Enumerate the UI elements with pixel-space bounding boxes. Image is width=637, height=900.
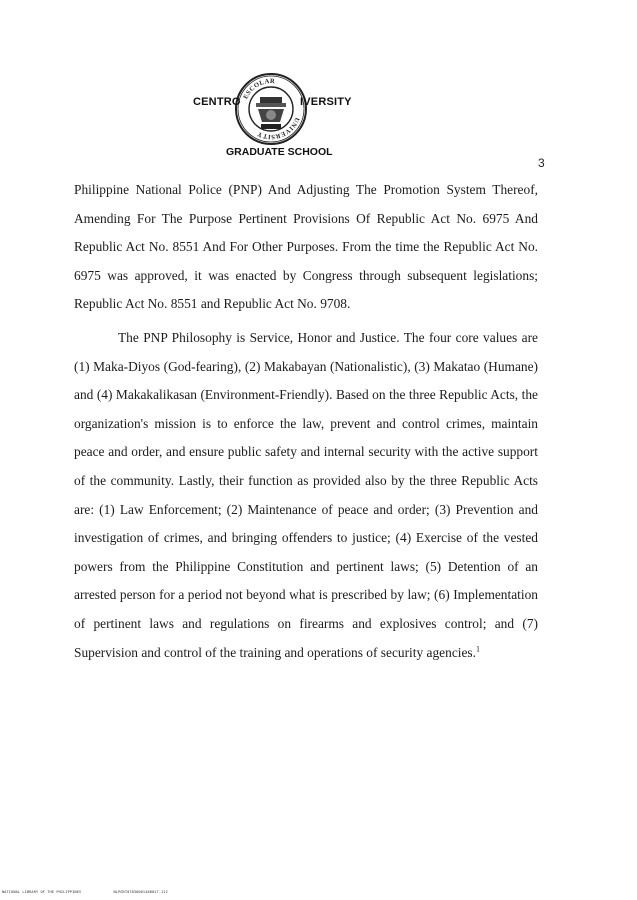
footnote-marker: 1 [475,644,480,654]
page-footer [2,890,198,894]
paragraph-2-text: The PNP Philosophy is Service, Honor and Justice. The four core values are (1) Maka-Diyos (God-fearing), (2) Makabayan (Nationalistic), (3) Makatao (Humane) and (4) Makakalikasan (Environment-Friendly). Based on the three Republic Acts, the organization's mission is to enforce the law, prevent and control crimes, maintain peace and order, and ensure public safety and internal security with the active support of the community. Lastly, their function as provided also by the three Republic Acts are: (1) Law Enforcement; (2) Maintenance of peace and order; (3) Prevention and investigation of crimes, and bringing offenders to justice; (4) Exercise of the vested powers from the Philippine Constitution and pertinent laws; (5) Detention of an arrested person for a period not beyond what is prescribed by law; (6) Implementation of pertinent laws and regulations on firearms and explosives control; and (7) Supervision and control of the training and operations of security agencies. [74,329,538,660]
university-name-right: IVERSITY [300,96,352,108]
svg-text:ESCOLAR: ESCOLAR [242,77,276,101]
footer-code: NLPGRT07830001468017-112 [113,890,168,894]
university-seal-logo [234,72,308,146]
paragraph-2 [74,324,538,667]
school-name: GRADUATE SCHOOL [226,146,333,158]
paragraph-1: Philippine National Police (PNP) And Adjusting The Promotion System Thereof, Amending For The Purpose Pertinent Provisions Of Republic Act No. 6975 And Republic Act No. 8551 And For Other Purposes. From the time the Republic Act No. 6975 was approved, it was enacted by Congress through subsequent legislations; Republic Act No. 8551 and Republic Act No. 9708. [74,182,538,312]
footer-library: NATIONAL LIBRARY OF THE PHILIPPINES [2,890,82,894]
document-body [74,176,538,667]
university-name-left: CENTRO [193,96,241,108]
seal-emblem-icon [234,72,308,146]
document-header [0,0,637,170]
svg-text:UNIVERSITY: UNIVERSITY [256,116,301,141]
page-number: 3 [538,156,545,170]
